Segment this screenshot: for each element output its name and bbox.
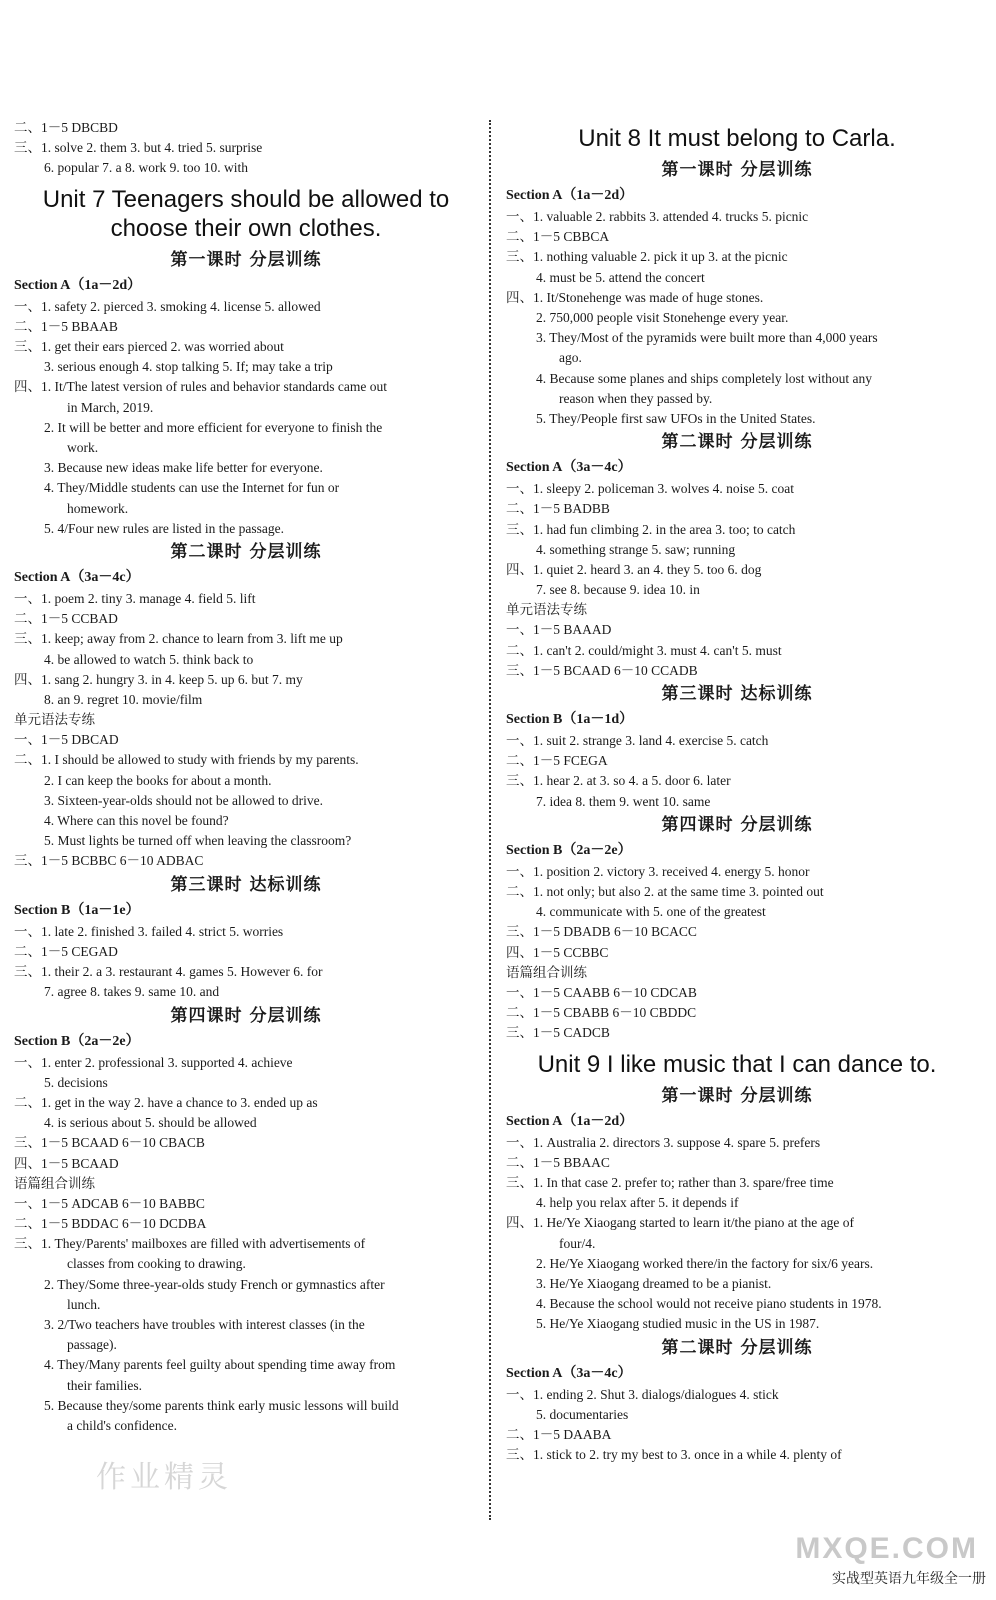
answer-line: 四、1. It/The latest version of rules and behavior standards came out (14, 379, 388, 395)
answer-line: 四、1. sang 2. hungry 3. in 4. keep 5. up 6. but 7. my (14, 671, 303, 687)
section-heading: Section B（1a－1e） (14, 902, 140, 918)
answer-line: 三、1－5 DBADB 6－10 BCACC (506, 924, 697, 940)
answer-line: 三、1－5 BCBBC 6－10 ADBAC (14, 853, 204, 869)
answer-line: 3. serious enough 4. stop talking 5. If; may take a trip (44, 359, 333, 375)
answer-line: 三、1. get their ears pierced 2. was worried about (14, 339, 284, 355)
lesson-heading: 第二课时 分层训练 (170, 542, 322, 563)
subsection-label: 单元语法专练 (506, 602, 587, 619)
section-heading: Section B（1a－1d） (506, 712, 634, 728)
answer-line: 4. something strange 5. saw; running (536, 541, 736, 557)
section-heading: Section A（1a－2d） (506, 1113, 634, 1129)
answer-line: 4. Because the school would not receive piano students in 1978. (536, 1296, 882, 1312)
section-heading: Section A（3a－4c） (506, 1365, 632, 1381)
unit-title: Unit 8 It must belong to Carla. (578, 125, 896, 152)
answer-line: 4. is serious about 5. should be allowed (44, 1115, 257, 1131)
answer-line: 一、1. valuable 2. rabbits 3. attended 4. trucks 5. picnic (506, 209, 809, 224)
answer-line: 3. Sixteen-year-olds should not be allowed to drive. (44, 792, 324, 808)
answer-line: 4. help you relax after 5. it depends if (536, 1195, 739, 1211)
answer-line-continued: classes from cooking to drawing. (67, 1256, 246, 1272)
answer-line: 三、1. solve 2. them 3. but 4. tried 5. surprise (14, 140, 263, 156)
answer-line: 三、1. They/Parents' mailboxes are filled with advertisements of (14, 1236, 366, 1252)
section-heading: Section B（2a－2e） (506, 842, 632, 858)
answer-line: 一、1－5 DBCAD (14, 732, 119, 748)
answer-line: 4. Where can this novel be found? (44, 813, 229, 829)
section-heading: Section A（3a－4c） (14, 570, 140, 586)
answer-line: 二、1－5 CBABB 6－10 CBDDC (506, 1005, 697, 1021)
answer-line: 三、1. had fun climbing 2. in the area 3. too; to catch (506, 521, 796, 537)
answer-line: 8. an 9. regret 10. movie/film (44, 692, 203, 708)
unit-title: Unit 7 Teenagers should be allowed to choose their own clothes. (42, 185, 450, 242)
answer-line: 二、1－5 DBCBD (14, 120, 118, 135)
answer-line: 三、1. nothing valuable 2. pick it up 3. at the picnic (506, 249, 788, 265)
answer-line: 二、1－5 BBAAC (506, 1154, 610, 1170)
answer-line: 一、1. ending 2. Shut 3. dialogs/dialogues 4. stick (506, 1386, 779, 1402)
answer-line: 四、1－5 BCAAD (14, 1155, 119, 1171)
right-column (506, 118, 968, 1465)
left-column (14, 118, 478, 1436)
answer-line: 一、1－5 BAAAD (506, 622, 612, 638)
answer-line-continued: passage). (67, 1337, 117, 1353)
answer-line: 四、1. It/Stonehenge was made of huge stones. (506, 289, 764, 305)
lesson-heading: 第三课时 达标训练 (661, 684, 813, 705)
answer-line-continued: work. (67, 440, 99, 456)
answer-line-continued: a child's confidence. (67, 1417, 178, 1433)
section-heading: Section A（1a－2d） (506, 188, 634, 203)
answer-line: 三、1. their 2. a 3. restaurant 4. games 5. However 6. for (14, 964, 323, 980)
lesson-heading: 第一课时 分层训练 (661, 1085, 813, 1106)
section-heading: Section A（3a－4c） (506, 460, 632, 476)
answer-line: 3. 2/Two teachers have troubles with interest classes (in the (44, 1316, 365, 1332)
answer-line: 二、1－5 CEGAD (14, 943, 118, 959)
answer-line: 4. be allowed to watch 5. think back to (44, 651, 254, 667)
answer-line: 一、1－5 ADCAB 6－10 BABBC (14, 1195, 205, 1211)
answer-line: 3. He/Ye Xiaogang dreamed to be a pianist. (536, 1275, 772, 1291)
answer-line: 5. documentaries (536, 1406, 629, 1422)
answer-line: 4. They/Middle students can use the Internet for fun or (44, 480, 340, 496)
answer-line: 三、1. hear 2. at 3. so 4. a 5. door 6. later (506, 773, 731, 789)
answer-line: 三、1－5 CADCB (506, 1025, 610, 1041)
answer-line: 三、1. keep; away from 2. chance to learn from 3. lift me up (14, 631, 343, 647)
section-heading: Section B（2a－2e） (14, 1033, 140, 1049)
answer-line: 二、1－5 CBBCA (506, 229, 610, 245)
lesson-heading: 第四课时 分层训练 (170, 1005, 322, 1026)
lesson-heading: 第二课时 分层训练 (661, 432, 813, 453)
answer-line: 四、1－5 CCBBC (506, 944, 609, 960)
answer-line: 二、1－5 BDDAC 6－10 DCDBA (14, 1215, 207, 1231)
answer-line: 4. They/Many parents feel guilty about spending time away from (44, 1357, 396, 1373)
answer-line: 7. agree 8. takes 9. same 10. and (44, 984, 220, 1000)
answer-line: 3. Because new ideas make life better for everyone. (44, 460, 323, 476)
answer-line: 4. must be 5. attend the concert (536, 269, 705, 285)
answer-line: 7. idea 8. them 9. went 10. same (536, 793, 711, 809)
lesson-heading: 第三课时 达标训练 (170, 874, 322, 895)
answer-line: 一、1. safety 2. pierced 3. smoking 4. license 5. allowed (14, 298, 321, 314)
answer-line: 二、1. not only; but also 2. at the same time 3. pointed out (506, 884, 824, 900)
lesson-heading: 第四课时 分层训练 (661, 814, 813, 835)
site-watermark: MXQE.COM (795, 1532, 978, 1565)
subsection-label: 单元语法专练 (14, 712, 95, 729)
answer-line: 一、1. poem 2. tiny 3. manage 4. field 5. lift (14, 591, 256, 607)
answer-line: 2. He/Ye Xiaogang worked there/in the factory for six/6 years. (536, 1255, 874, 1271)
column-divider (489, 120, 491, 1520)
answer-line: 2. I can keep the books for about a month. (44, 772, 272, 788)
answer-line-continued: ago. (559, 350, 582, 366)
answer-line: 四、1. quiet 2. heard 3. an 4. they 5. too 6. dog (506, 562, 762, 578)
answer-line: 4. Because some planes and ships completely lost without any (536, 370, 872, 386)
section-heading: Section A（1a－2d） (14, 277, 142, 293)
answer-line: 5. 4/Four new rules are listed in the passage. (44, 520, 284, 536)
lesson-heading: 第二课时 分层训练 (661, 1337, 813, 1358)
answer-line: 二、1－5 FCEGA (506, 753, 608, 769)
answer-line: 5. He/Ye Xiaogang studied music in the US in 1987. (536, 1316, 820, 1332)
subsection-label: 语篇组合训练 (506, 964, 587, 981)
watermark-text: 作业精灵 (96, 1460, 232, 1495)
answer-line: 四、1. He/Ye Xiaogang started to learn it/the piano at the age of (506, 1215, 855, 1231)
unit-title: Unit 9 I like music that I can dance to. (537, 1050, 937, 1078)
answer-line: 二、1－5 BBAAB (14, 318, 118, 334)
answer-line: 二、1－5 BADBB (506, 501, 610, 517)
answer-line: 二、1. can't 2. could/might 3. must 4. can't 5. must (506, 642, 782, 658)
answer-line-continued: lunch. (67, 1296, 101, 1312)
answer-line: 5. decisions (44, 1074, 108, 1090)
answer-line: 一、1. late 2. finished 3. failed 4. strict 5. worries (14, 923, 284, 939)
lesson-heading: 第一课时 分层训练 (170, 249, 322, 270)
answer-line: 二、1－5 DAABA (506, 1426, 612, 1442)
answer-line: 二、1. get in the way 2. have a chance to 3. ended up as (14, 1094, 318, 1110)
book-title-footer: 实战型英语九年级全一册 (832, 1571, 986, 1587)
answer-line: 三、1－5 BCAAD 6－10 CBACB (14, 1135, 205, 1151)
answer-line: 一、1. suit 2. strange 3. land 4. exercise 5. catch (506, 733, 769, 749)
answer-line: 7. see 8. because 9. idea 10. in (536, 582, 700, 598)
answer-line: 一、1. sleepy 2. policeman 3. wolves 4. noise 5. coat (506, 481, 794, 497)
answer-line: 一、1. enter 2. professional 3. supported 4. achieve (14, 1054, 293, 1070)
answer-line-continued: reason when they passed by. (559, 390, 713, 406)
subsection-label: 语篇组合训练 (14, 1175, 95, 1192)
answer-line: 5. They/People first saw UFOs in the United States. (536, 411, 816, 427)
answer-line: 三、1. stick to 2. try my best to 3. once in a while 4. plenty of (506, 1447, 842, 1463)
answer-line: 4. communicate with 5. one of the greatest (536, 904, 766, 920)
answer-line: 一、1－5 CAABB 6－10 CDCAB (506, 984, 697, 1000)
answer-line-continued: homework. (67, 500, 129, 516)
lesson-heading: 第一课时 分层训练 (661, 160, 813, 180)
answer-line: 三、1－5 BCAAD 6－10 CCADB (506, 662, 698, 678)
answer-line: 2. 750,000 people visit Stonehenge every year. (536, 310, 789, 326)
answer-line: 5. Must lights be turned off when leaving the classroom? (44, 833, 352, 849)
answer-line: 5. Because they/some parents think early music lessons will build (44, 1397, 399, 1413)
answer-line: 二、1－5 CCBAD (14, 611, 118, 627)
answer-line: 二、1. I should be allowed to study with friends by my parents. (14, 752, 359, 768)
answer-line: 2. They/Some three-year-olds study French or gymnastics after (44, 1276, 385, 1292)
answer-line: 三、1. In that case 2. prefer to; rather than 3. spare/free time (506, 1174, 834, 1190)
answer-line: 一、1. Australia 2. directors 3. suppose 4. spare 5. prefers (506, 1134, 821, 1150)
answer-line: 3. They/Most of the pyramids were built more than 4,000 years (536, 330, 878, 346)
answer-line-continued: their families. (67, 1377, 142, 1393)
answer-line-continued: in March, 2019. (67, 399, 154, 415)
answer-line: 2. It will be better and more efficient for everyone to finish the (44, 419, 383, 435)
answer-line: 一、1. position 2. victory 3. received 4. energy 5. honor (506, 863, 810, 879)
answer-line-continued: four/4. (559, 1235, 596, 1251)
answer-line: 6. popular 7. a 8. work 9. too 10. with (44, 160, 248, 176)
